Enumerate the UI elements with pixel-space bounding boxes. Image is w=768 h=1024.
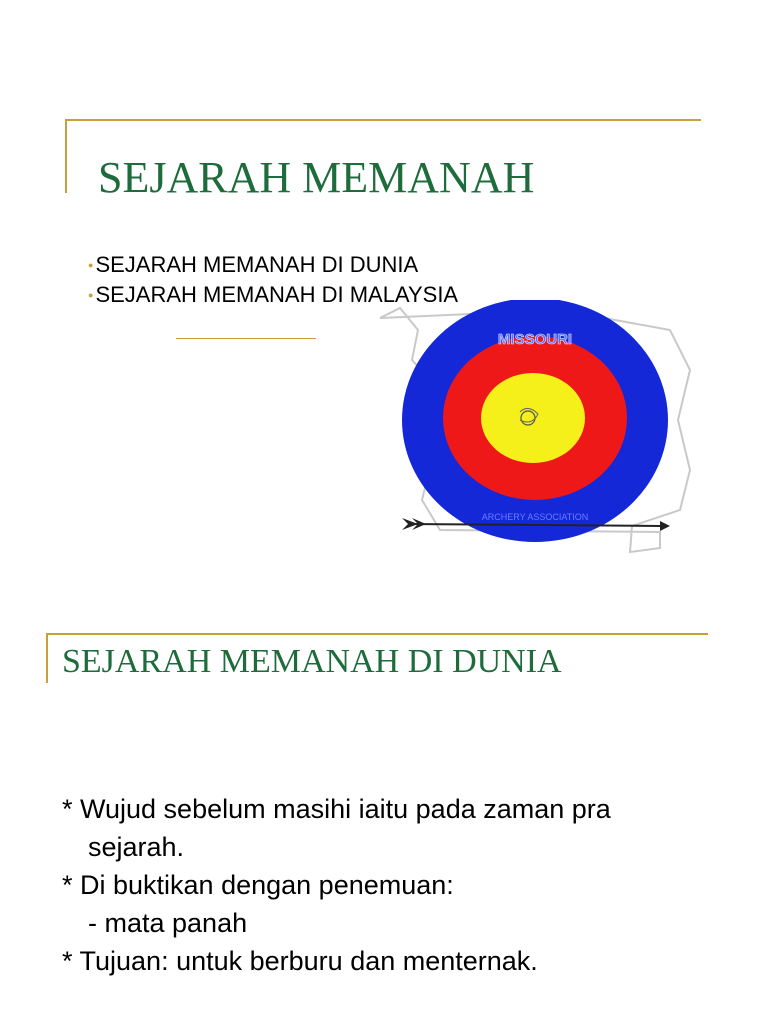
- bullet-dot-icon: ●: [88, 260, 94, 270]
- target-ring-yellow: [481, 373, 585, 463]
- arrow-head-icon: [660, 521, 670, 531]
- arrow-fletching-icon: [402, 518, 426, 530]
- body-line: * Wujud sebelum masihi iaitu pada zaman pra: [62, 794, 611, 824]
- bullet-list: [88, 250, 458, 310]
- body-text-list: [62, 790, 611, 980]
- slide-title: SEJARAH MEMANAH: [98, 153, 535, 202]
- bullet-dot-icon: ●: [88, 290, 94, 300]
- arrow-shaft: [408, 524, 660, 526]
- archery-target-icon: [360, 300, 720, 560]
- body-line: sejarah.: [88, 832, 185, 862]
- body-line: * Di buktikan dengan penemuan:: [62, 870, 454, 900]
- slide-title: SEJARAH MEMANAH DI DUNIA: [62, 643, 562, 680]
- body-line: * Tujuan: untuk berburu dan menternak.: [62, 946, 538, 976]
- body-line: - mata panah: [88, 908, 248, 938]
- title-top-rule: [65, 119, 701, 121]
- bullet-item: ●SEJARAH MEMANAH DI DUNIA: [88, 252, 419, 277]
- title-left-rule: [65, 119, 67, 193]
- logo-text-bottom: ARCHERY ASSOCIATION: [481, 512, 589, 522]
- title-top-rule: [46, 633, 708, 635]
- archery-target-image: [360, 300, 720, 560]
- bullet-item: ●SEJARAH MEMANAH DI MALAYSIA: [88, 282, 459, 307]
- logo-text-top: MISSOURI: [497, 331, 573, 348]
- title-left-rule: [46, 633, 48, 683]
- short-divider: [176, 338, 316, 339]
- slide-2: [0, 600, 768, 1024]
